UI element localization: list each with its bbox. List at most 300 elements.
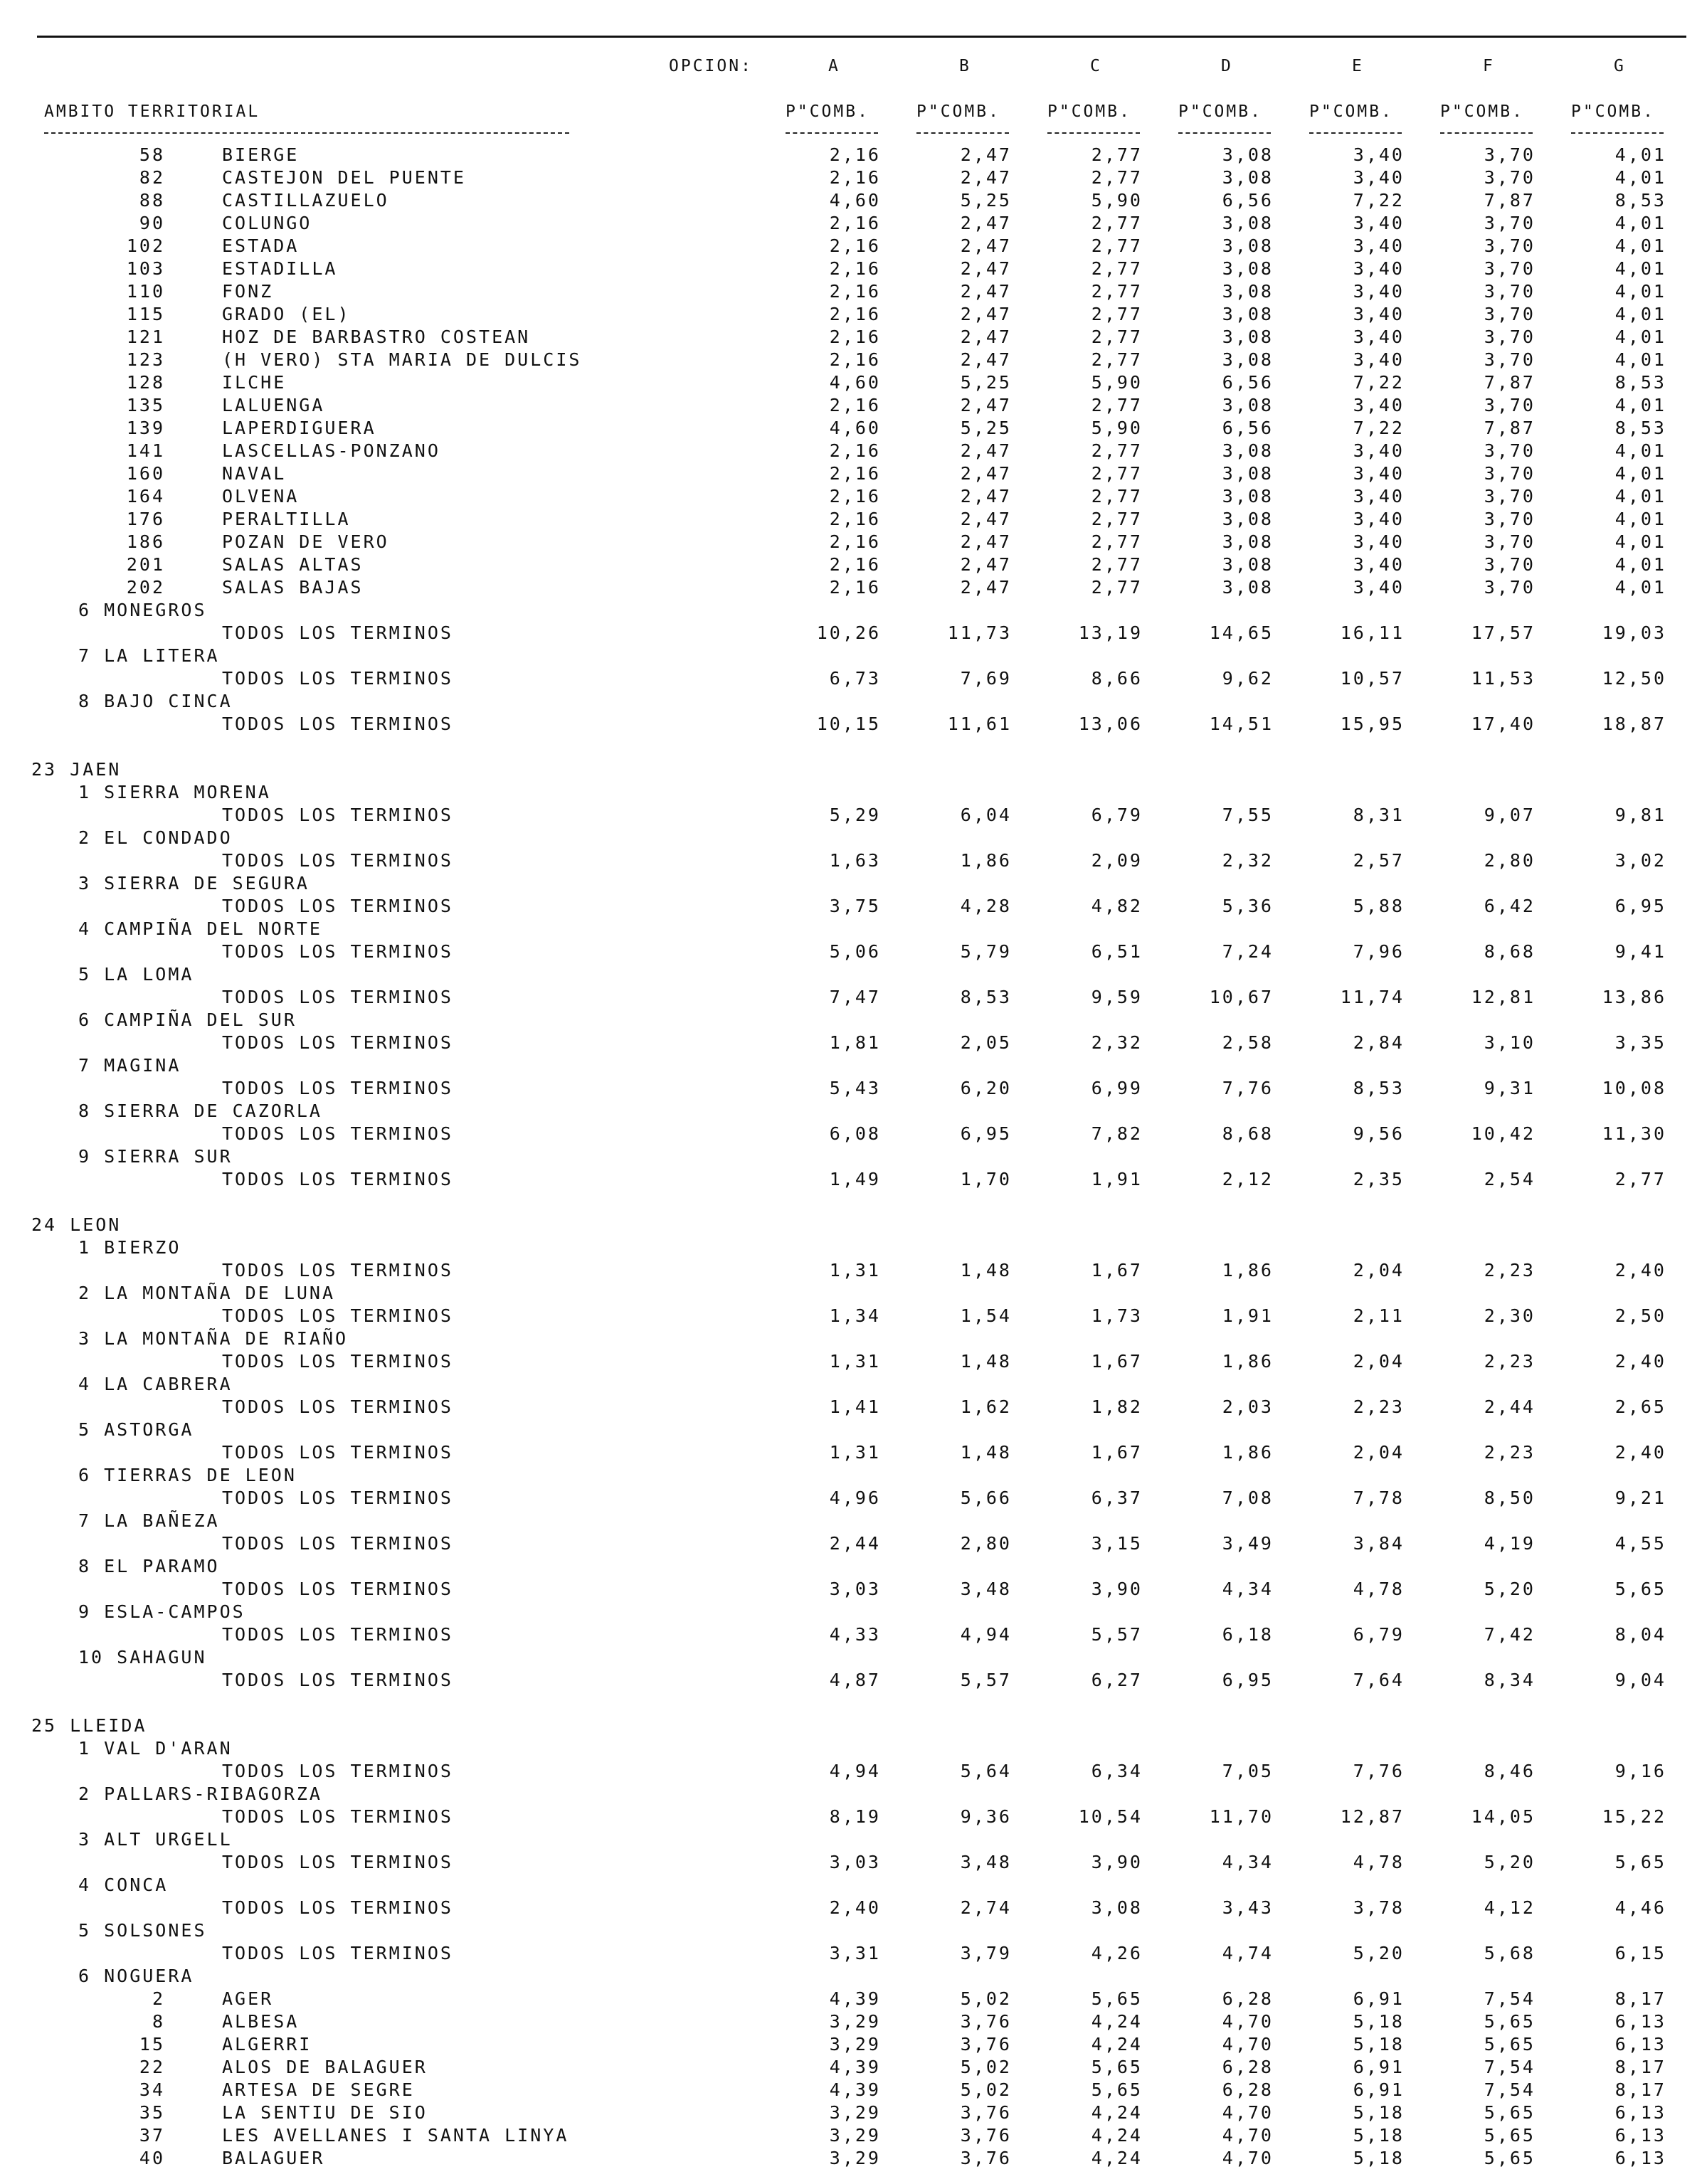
rate-value-b: 2,74 xyxy=(960,1897,1012,1918)
option-sub-d: P"COMB. xyxy=(1178,102,1262,121)
rate-value-d: 3,08 xyxy=(1222,349,1274,370)
rate-value-c: 13,06 xyxy=(1078,714,1143,734)
todos-terminos-label: TODOS LOS TERMINOS xyxy=(222,1806,453,1827)
option-sub-a: P"COMB. xyxy=(786,102,870,121)
rate-value-g: 2,40 xyxy=(1614,1442,1666,1463)
rate-value-f: 8,34 xyxy=(1484,1670,1536,1690)
table-row xyxy=(0,1419,1702,1441)
todos-terminos-label: TODOS LOS TERMINOS xyxy=(222,1670,453,1690)
table-row xyxy=(0,895,1702,918)
rate-value-g: 6,95 xyxy=(1614,896,1666,916)
rate-value-f: 10,42 xyxy=(1471,1123,1536,1144)
rate-value-e: 16,11 xyxy=(1340,622,1405,643)
rate-value-f: 3,70 xyxy=(1484,577,1536,598)
table-row xyxy=(0,1646,1702,1669)
municipality-name: CASTEJON DEL PUENTE xyxy=(222,167,466,188)
rate-value-b: 2,47 xyxy=(960,304,1012,324)
option-letter-e: E xyxy=(1352,57,1364,75)
rate-value-c: 2,32 xyxy=(1091,1032,1143,1053)
rate-value-d: 3,08 xyxy=(1222,281,1274,302)
rate-value-f: 5,65 xyxy=(1484,2102,1536,2123)
todos-terminos-label: TODOS LOS TERMINOS xyxy=(222,1533,453,1554)
table-row xyxy=(0,280,1702,303)
rate-value-a: 4,94 xyxy=(829,1761,881,1781)
rate-value-d: 3,08 xyxy=(1222,167,1274,188)
rate-value-c: 4,24 xyxy=(1091,2125,1143,2146)
rate-value-e: 5,18 xyxy=(1353,2102,1405,2123)
rate-value-e: 5,18 xyxy=(1353,2148,1405,2168)
rate-value-c: 6,99 xyxy=(1091,1078,1143,1098)
rate-value-b: 5,79 xyxy=(960,941,1012,962)
rate-value-d: 3,08 xyxy=(1222,258,1274,279)
comarca-label: 3 ALT URGELL xyxy=(78,1829,233,1850)
municipality-code: 90 xyxy=(139,213,165,233)
table-row xyxy=(0,1806,1702,1828)
rate-value-g: 9,04 xyxy=(1614,1670,1666,1690)
rate-value-a: 2,16 xyxy=(829,281,881,302)
rate-value-g: 4,01 xyxy=(1614,213,1666,233)
rate-value-a: 2,16 xyxy=(829,167,881,188)
rate-value-c: 6,27 xyxy=(1091,1670,1143,1690)
table-row xyxy=(0,1145,1702,1168)
rate-value-g: 2,40 xyxy=(1614,1351,1666,1372)
rate-value-b: 8,53 xyxy=(960,987,1012,1007)
rate-value-c: 1,73 xyxy=(1091,1305,1143,1326)
rate-value-f: 5,68 xyxy=(1484,1943,1536,1963)
municipality-name: (H VERO) STA MARIA DE DULCIS xyxy=(222,349,582,370)
rate-value-b: 3,76 xyxy=(960,2125,1012,2146)
rate-value-a: 3,03 xyxy=(829,1852,881,1872)
comarca-label: 5 SOLSONES xyxy=(78,1920,207,1941)
rate-value-a: 2,16 xyxy=(829,349,881,370)
rate-value-a: 4,39 xyxy=(829,1988,881,2009)
rate-value-f: 5,65 xyxy=(1484,2125,1536,2146)
rate-value-e: 3,40 xyxy=(1353,554,1405,575)
table-row xyxy=(0,1555,1702,1578)
comarca-label: 4 LA CABRERA xyxy=(78,1374,233,1394)
rate-value-g: 8,17 xyxy=(1614,2057,1666,2077)
rate-value-c: 5,57 xyxy=(1091,1624,1143,1645)
rate-value-c: 2,77 xyxy=(1091,531,1143,552)
rate-value-d: 4,34 xyxy=(1222,1579,1274,1599)
todos-terminos-label: TODOS LOS TERMINOS xyxy=(222,622,453,643)
rate-value-c: 2,77 xyxy=(1091,144,1143,165)
rate-value-f: 3,70 xyxy=(1484,509,1536,529)
rate-value-a: 6,73 xyxy=(829,668,881,689)
comarca-label: 2 PALLARS-RIBAGORZA xyxy=(78,1783,322,1804)
rate-value-a: 7,47 xyxy=(829,987,881,1007)
rate-value-f: 7,54 xyxy=(1484,2057,1536,2077)
rate-value-a: 3,31 xyxy=(829,1943,881,1963)
rate-value-d: 3,43 xyxy=(1222,1897,1274,1918)
comarca-label: 1 BIERZO xyxy=(78,1237,181,1258)
rate-value-f: 7,42 xyxy=(1484,1624,1536,1645)
rate-value-d: 2,03 xyxy=(1222,1396,1274,1417)
comarca-label: 5 ASTORGA xyxy=(78,1419,194,1440)
rate-value-g: 6,13 xyxy=(1614,2034,1666,2055)
municipality-code: 58 xyxy=(139,144,165,165)
table-row xyxy=(0,1396,1702,1419)
rate-value-a: 1,31 xyxy=(829,1442,881,1463)
rate-value-a: 5,29 xyxy=(829,805,881,825)
comarca-label: 9 ESLA-CAMPOS xyxy=(78,1601,245,1622)
table-row xyxy=(0,804,1702,827)
rate-value-f: 4,19 xyxy=(1484,1533,1536,1554)
table-row xyxy=(0,1077,1702,1100)
table-row xyxy=(0,1282,1702,1305)
table-row xyxy=(0,394,1702,417)
table-row xyxy=(0,371,1702,394)
rate-value-e: 4,78 xyxy=(1353,1579,1405,1599)
municipality-name: LAPERDIGUERA xyxy=(222,418,376,438)
rate-value-e: 3,40 xyxy=(1353,395,1405,415)
rate-value-b: 2,47 xyxy=(960,327,1012,347)
table-row xyxy=(0,622,1702,645)
rate-value-b: 2,47 xyxy=(960,486,1012,507)
municipality-name: ESTADILLA xyxy=(222,258,338,279)
todos-terminos-label: TODOS LOS TERMINOS xyxy=(222,941,453,962)
rate-value-c: 5,90 xyxy=(1091,190,1143,211)
todos-terminos-label: TODOS LOS TERMINOS xyxy=(222,1442,453,1463)
rate-value-e: 3,40 xyxy=(1353,144,1405,165)
municipality-name: SALAS ALTAS xyxy=(222,554,364,575)
rate-value-g: 5,65 xyxy=(1614,1852,1666,1872)
municipality-code: 88 xyxy=(139,190,165,211)
rate-value-c: 3,90 xyxy=(1091,1852,1143,1872)
rate-value-e: 2,23 xyxy=(1353,1396,1405,1417)
rate-value-f: 3,70 xyxy=(1484,167,1536,188)
rate-value-g: 4,01 xyxy=(1614,327,1666,347)
rate-value-a: 1,41 xyxy=(829,1396,881,1417)
table-row xyxy=(0,1737,1702,1760)
rate-value-d: 4,34 xyxy=(1222,1852,1274,1872)
rate-value-d: 2,12 xyxy=(1222,1169,1274,1189)
table-row xyxy=(0,1350,1702,1373)
todos-terminos-label: TODOS LOS TERMINOS xyxy=(222,1351,453,1372)
rate-value-c: 2,77 xyxy=(1091,167,1143,188)
rate-value-a: 2,16 xyxy=(829,577,881,598)
rate-value-d: 3,08 xyxy=(1222,395,1274,415)
rate-value-f: 3,70 xyxy=(1484,440,1536,461)
rate-value-e: 3,40 xyxy=(1353,577,1405,598)
comarca-label: 6 TIERRAS DE LEON xyxy=(78,1465,297,1485)
comarca-label: 7 MAGINA xyxy=(78,1055,181,1076)
rate-value-g: 8,53 xyxy=(1614,190,1666,211)
rate-value-e: 3,40 xyxy=(1353,463,1405,484)
rate-value-a: 4,39 xyxy=(829,2057,881,2077)
todos-terminos-label: TODOS LOS TERMINOS xyxy=(222,1078,453,1098)
rate-value-g: 4,01 xyxy=(1614,509,1666,529)
table-row xyxy=(0,189,1702,212)
rate-value-c: 3,90 xyxy=(1091,1579,1143,1599)
rate-value-b: 11,73 xyxy=(947,622,1012,643)
rate-value-d: 7,08 xyxy=(1222,1488,1274,1508)
rate-value-f: 8,68 xyxy=(1484,941,1536,962)
comarca-label: 10 SAHAGUN xyxy=(78,1647,207,1668)
municipality-name: HOZ DE BARBASTRO COSTEAN xyxy=(222,327,531,347)
rate-value-d: 1,86 xyxy=(1222,1260,1274,1281)
comarca-label: 2 EL CONDADO xyxy=(78,827,233,848)
municipality-name: ESTADA xyxy=(222,235,300,256)
rate-value-f: 3,70 xyxy=(1484,213,1536,233)
table-row xyxy=(0,940,1702,963)
table-row xyxy=(0,1510,1702,1532)
rate-value-e: 3,40 xyxy=(1353,509,1405,529)
rate-value-e: 3,40 xyxy=(1353,258,1405,279)
municipality-name: LALUENGA xyxy=(222,395,325,415)
rate-value-c: 2,77 xyxy=(1091,486,1143,507)
rate-value-c: 1,67 xyxy=(1091,1442,1143,1463)
rate-value-c: 2,77 xyxy=(1091,213,1143,233)
table-row xyxy=(0,440,1702,462)
table-row xyxy=(0,258,1702,280)
option-sub-g: P"COMB. xyxy=(1571,102,1655,121)
rate-value-c: 8,66 xyxy=(1091,668,1143,689)
municipality-name: SALAS BAJAS xyxy=(222,577,364,598)
comarca-label: 6 MONEGROS xyxy=(78,600,207,620)
province-label: 25 LLEIDA xyxy=(31,1715,147,1736)
rate-value-a: 2,40 xyxy=(829,1897,881,1918)
rate-value-f: 12,81 xyxy=(1471,987,1536,1007)
rate-value-a: 2,16 xyxy=(829,440,881,461)
rate-value-g: 4,01 xyxy=(1614,144,1666,165)
municipality-name: ILCHE xyxy=(222,372,287,393)
rate-value-c: 3,08 xyxy=(1091,1897,1143,1918)
table-row xyxy=(0,349,1702,371)
rate-value-b: 2,05 xyxy=(960,1032,1012,1053)
table-row xyxy=(0,1214,1702,1236)
rate-value-e: 3,40 xyxy=(1353,213,1405,233)
rate-value-b: 5,25 xyxy=(960,372,1012,393)
rate-value-a: 2,16 xyxy=(829,509,881,529)
rate-value-e: 7,22 xyxy=(1353,418,1405,438)
rate-value-e: 2,04 xyxy=(1353,1442,1405,1463)
table-row xyxy=(0,1714,1702,1737)
municipality-code: 40 xyxy=(139,2148,165,2168)
table-row xyxy=(0,827,1702,849)
table-row xyxy=(0,1305,1702,1327)
table-row xyxy=(0,1601,1702,1623)
table-row xyxy=(0,872,1702,895)
rate-value-g: 4,46 xyxy=(1614,1897,1666,1918)
rate-value-a: 2,16 xyxy=(829,486,881,507)
table-row xyxy=(0,1464,1702,1487)
rate-value-f: 5,65 xyxy=(1484,2148,1536,2168)
rate-value-a: 4,60 xyxy=(829,372,881,393)
rate-value-b: 1,62 xyxy=(960,1396,1012,1417)
municipality-code: 115 xyxy=(126,304,165,324)
table-row xyxy=(0,690,1702,713)
rate-value-d: 3,08 xyxy=(1222,463,1274,484)
rate-value-f: 5,65 xyxy=(1484,2034,1536,2055)
municipality-name: COLUNGO xyxy=(222,213,312,233)
table-row xyxy=(0,1054,1702,1077)
rate-value-e: 6,91 xyxy=(1353,2079,1405,2100)
rate-value-f: 3,70 xyxy=(1484,144,1536,165)
rate-value-f: 4,12 xyxy=(1484,1897,1536,1918)
table-row xyxy=(0,1259,1702,1282)
rate-value-c: 5,90 xyxy=(1091,372,1143,393)
rate-value-f: 3,70 xyxy=(1484,554,1536,575)
rate-value-g: 11,30 xyxy=(1602,1123,1666,1144)
rate-value-a: 8,19 xyxy=(829,1806,881,1827)
rate-value-b: 3,76 xyxy=(960,2034,1012,2055)
todos-terminos-label: TODOS LOS TERMINOS xyxy=(222,1488,453,1508)
todos-terminos-label: TODOS LOS TERMINOS xyxy=(222,1624,453,1645)
rate-value-b: 11,61 xyxy=(947,714,1012,734)
municipality-name: ALGERRI xyxy=(222,2034,312,2055)
municipality-code: 135 xyxy=(126,395,165,415)
comarca-label: 4 CONCA xyxy=(78,1875,169,1895)
table-row xyxy=(0,2124,1702,2147)
rate-value-e: 2,84 xyxy=(1353,1032,1405,1053)
municipality-name: ARTESA DE SEGRE xyxy=(222,2079,415,2100)
table-row xyxy=(0,576,1702,599)
municipality-code: 110 xyxy=(126,281,165,302)
rate-value-g: 10,08 xyxy=(1602,1078,1666,1098)
rate-value-d: 3,08 xyxy=(1222,304,1274,324)
option-letter-c: C xyxy=(1090,57,1102,75)
rate-value-e: 3,40 xyxy=(1353,531,1405,552)
table-row xyxy=(0,758,1702,781)
municipality-code: 34 xyxy=(139,2079,165,2100)
rate-value-c: 6,34 xyxy=(1091,1761,1143,1781)
table-row xyxy=(0,326,1702,349)
municipality-name: OLVENA xyxy=(222,486,300,507)
rate-value-b: 2,47 xyxy=(960,395,1012,415)
rate-value-c: 4,24 xyxy=(1091,2011,1143,2032)
rate-value-a: 3,29 xyxy=(829,2034,881,2055)
rate-value-e: 5,18 xyxy=(1353,2011,1405,2032)
rate-value-a: 4,87 xyxy=(829,1670,881,1690)
rate-value-e: 3,40 xyxy=(1353,235,1405,256)
table-row xyxy=(0,645,1702,667)
rate-value-c: 4,26 xyxy=(1091,1943,1143,1963)
rate-value-e: 3,40 xyxy=(1353,327,1405,347)
rate-value-f: 3,70 xyxy=(1484,349,1536,370)
rate-value-d: 3,08 xyxy=(1222,144,1274,165)
rate-value-b: 2,47 xyxy=(960,554,1012,575)
rate-value-d: 3,08 xyxy=(1222,554,1274,575)
municipality-name: LASCELLAS-PONZANO xyxy=(222,440,440,461)
table-row xyxy=(0,1441,1702,1464)
rate-value-c: 4,24 xyxy=(1091,2102,1143,2123)
rate-value-a: 2,16 xyxy=(829,258,881,279)
rate-value-d: 6,56 xyxy=(1222,190,1274,211)
rate-value-f: 14,05 xyxy=(1471,1806,1536,1827)
rate-value-g: 18,87 xyxy=(1602,714,1666,734)
todos-terminos-label: TODOS LOS TERMINOS xyxy=(222,668,453,689)
rate-value-e: 2,35 xyxy=(1353,1169,1405,1189)
table-row xyxy=(0,212,1702,235)
rate-value-d: 14,65 xyxy=(1209,622,1274,643)
todos-terminos-label: TODOS LOS TERMINOS xyxy=(222,1123,453,1144)
rate-value-e: 3,84 xyxy=(1353,1533,1405,1554)
rate-value-g: 13,86 xyxy=(1602,987,1666,1007)
rate-value-d: 7,55 xyxy=(1222,805,1274,825)
table-row xyxy=(0,1327,1702,1350)
rate-value-e: 5,20 xyxy=(1353,1943,1405,1963)
rate-value-b: 3,76 xyxy=(960,2148,1012,2168)
table-row xyxy=(0,963,1702,986)
municipality-name: POZAN DE VERO xyxy=(222,531,389,552)
rate-value-d: 4,70 xyxy=(1222,2148,1274,2168)
rate-value-g: 4,01 xyxy=(1614,395,1666,415)
rate-value-d: 14,51 xyxy=(1209,714,1274,734)
rate-value-b: 2,47 xyxy=(960,235,1012,256)
rate-value-a: 3,29 xyxy=(829,2011,881,2032)
rate-value-a: 2,16 xyxy=(829,554,881,575)
comarca-label: 3 SIERRA DE SEGURA xyxy=(78,873,310,894)
rate-value-f: 3,70 xyxy=(1484,304,1536,324)
rate-value-f: 7,87 xyxy=(1484,372,1536,393)
todos-terminos-label: TODOS LOS TERMINOS xyxy=(222,1897,453,1918)
municipality-code: 139 xyxy=(126,418,165,438)
rate-value-g: 2,77 xyxy=(1614,1169,1666,1189)
table-row xyxy=(0,144,1702,166)
rate-value-c: 2,77 xyxy=(1091,440,1143,461)
rate-value-b: 2,47 xyxy=(960,144,1012,165)
rate-value-e: 5,18 xyxy=(1353,2125,1405,2146)
municipality-code: 35 xyxy=(139,2102,165,2123)
rate-value-c: 2,77 xyxy=(1091,577,1143,598)
option-sub-b: P"COMB. xyxy=(916,102,1000,121)
rate-value-e: 2,57 xyxy=(1353,850,1405,871)
rate-value-g: 2,50 xyxy=(1614,1305,1666,1326)
rate-value-g: 4,01 xyxy=(1614,258,1666,279)
rate-value-f: 3,70 xyxy=(1484,281,1536,302)
rate-value-a: 4,33 xyxy=(829,1624,881,1645)
rate-value-g: 3,02 xyxy=(1614,850,1666,871)
rate-value-b: 3,79 xyxy=(960,1943,1012,1963)
municipality-code: 22 xyxy=(139,2057,165,2077)
rate-value-g: 12,50 xyxy=(1602,668,1666,689)
table-row xyxy=(0,166,1702,189)
rate-value-e: 8,53 xyxy=(1353,1078,1405,1098)
todos-terminos-label: TODOS LOS TERMINOS xyxy=(222,1852,453,1872)
rate-value-c: 4,24 xyxy=(1091,2034,1143,2055)
rate-value-a: 3,29 xyxy=(829,2125,881,2146)
comarca-label: 8 EL PARAMO xyxy=(78,1556,220,1576)
rate-value-c: 2,77 xyxy=(1091,509,1143,529)
rate-value-g: 4,01 xyxy=(1614,349,1666,370)
table-row xyxy=(0,235,1702,258)
table-row xyxy=(0,1373,1702,1396)
rate-value-g: 4,01 xyxy=(1614,577,1666,598)
rate-value-b: 2,47 xyxy=(960,509,1012,529)
rate-value-g: 4,01 xyxy=(1614,554,1666,575)
rate-value-a: 3,03 xyxy=(829,1579,881,1599)
rate-value-d: 2,58 xyxy=(1222,1032,1274,1053)
municipality-code: 201 xyxy=(126,554,165,575)
table-row xyxy=(0,1032,1702,1054)
option-letter-a: A xyxy=(828,57,840,75)
rate-value-e: 2,04 xyxy=(1353,1260,1405,1281)
rate-value-e: 3,78 xyxy=(1353,1897,1405,1918)
rate-value-b: 5,02 xyxy=(960,2057,1012,2077)
rate-value-d: 3,08 xyxy=(1222,440,1274,461)
rate-value-c: 2,09 xyxy=(1091,850,1143,871)
rate-value-b: 9,36 xyxy=(960,1806,1012,1827)
rate-value-c: 5,65 xyxy=(1091,2057,1143,2077)
table-row xyxy=(0,531,1702,553)
rate-value-f: 17,40 xyxy=(1471,714,1536,734)
rate-value-b: 5,02 xyxy=(960,1988,1012,2009)
rate-value-g: 9,81 xyxy=(1614,805,1666,825)
rate-value-e: 6,91 xyxy=(1353,2057,1405,2077)
municipality-name: PERALTILLA xyxy=(222,509,351,529)
rate-value-a: 4,96 xyxy=(829,1488,881,1508)
